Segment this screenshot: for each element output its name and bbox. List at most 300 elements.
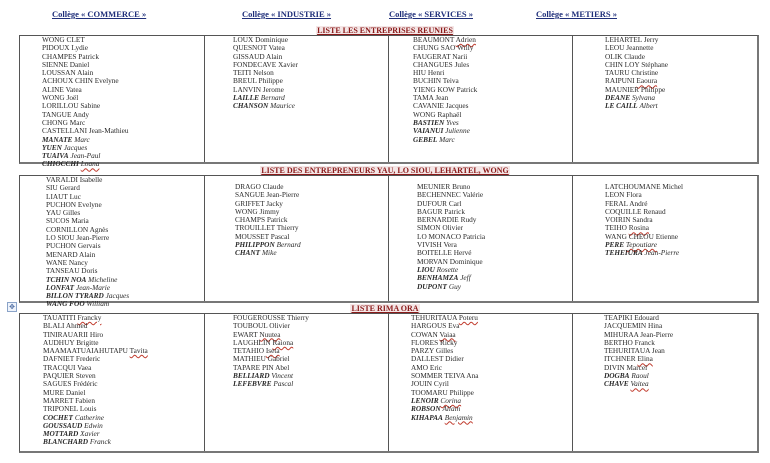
college-industrie-link[interactable]: Collège « INDUSTRIE » bbox=[242, 9, 332, 19]
first-name: Steven bbox=[75, 371, 96, 381]
first-name: Hina bbox=[648, 321, 663, 331]
college-header-row bbox=[0, 9, 770, 23]
first-name: Albert bbox=[639, 101, 658, 111]
first-name: Jeannette bbox=[626, 43, 654, 53]
first-name: Didier bbox=[445, 354, 464, 364]
first-name: Vaiaa bbox=[439, 329, 456, 339]
first-name: Loana bbox=[80, 159, 100, 169]
last-name: MURE bbox=[43, 387, 65, 397]
first-name: Adrien bbox=[455, 35, 476, 44]
name-list bbox=[42, 36, 129, 169]
last-name: SUCOS bbox=[46, 216, 70, 226]
first-name: Mike bbox=[261, 248, 277, 258]
first-name: Olivier bbox=[269, 321, 290, 331]
last-name: TEIHO bbox=[605, 223, 627, 233]
first-name: Thierry bbox=[276, 223, 299, 233]
last-name: LEFEBVRE bbox=[233, 379, 272, 389]
first-name: Poteru bbox=[458, 313, 478, 322]
name-list bbox=[605, 183, 683, 258]
last-name: FLORES bbox=[411, 337, 439, 347]
first-name: Jean bbox=[651, 346, 665, 356]
last-name: TCHIN NOA bbox=[46, 274, 87, 284]
first-name: Thierry bbox=[287, 313, 309, 322]
last-name: SOMMER TEIVA bbox=[411, 371, 465, 381]
first-name: Dominique bbox=[255, 35, 288, 44]
last-name: WANG CHEOU bbox=[605, 231, 654, 241]
name-list bbox=[604, 314, 673, 389]
first-name: Patrick bbox=[266, 215, 288, 225]
last-name: LO MONACO bbox=[417, 231, 461, 241]
first-name: Jeff bbox=[460, 273, 471, 283]
first-name: Abel bbox=[275, 362, 290, 372]
last-name: BUCHIN bbox=[413, 76, 441, 86]
first-name: Ricky bbox=[440, 337, 458, 347]
first-name: Claude bbox=[262, 182, 284, 191]
name-list bbox=[43, 314, 148, 447]
first-name: Jules bbox=[454, 59, 470, 69]
last-name: MIHURAA bbox=[604, 329, 639, 339]
last-name: DAFNIET bbox=[43, 354, 75, 364]
last-name: CORNILLON bbox=[46, 224, 89, 234]
last-name: SIMON bbox=[417, 223, 441, 233]
first-name: Jean-Pierre bbox=[640, 329, 674, 339]
last-name: MENARD bbox=[46, 249, 78, 259]
last-name: LOUSSAN bbox=[42, 68, 76, 78]
name-list bbox=[46, 176, 129, 309]
last-name: BERNARDIE bbox=[417, 215, 459, 225]
last-name: ITCHNER bbox=[604, 354, 636, 364]
first-name: Nelson bbox=[253, 68, 274, 78]
first-name: Nancy bbox=[68, 257, 88, 267]
last-name: LATCHOUMANE bbox=[605, 182, 661, 191]
first-name: Willy bbox=[457, 43, 474, 53]
last-name: ROBSON bbox=[411, 404, 441, 414]
first-name: Marc bbox=[69, 117, 86, 127]
last-name: GEBEL bbox=[413, 134, 438, 144]
first-name: Bernard bbox=[260, 93, 285, 103]
last-name: BENHAMZA bbox=[417, 273, 459, 283]
last-name: DALLEST bbox=[411, 354, 444, 364]
first-name: Gervais bbox=[77, 241, 101, 251]
first-name: Eric bbox=[429, 362, 443, 372]
column-commerce bbox=[20, 314, 205, 451]
last-name: PAQUIER bbox=[43, 371, 74, 381]
last-name: HIU bbox=[413, 68, 426, 78]
first-name: Allain bbox=[442, 404, 461, 414]
first-name: Hervé bbox=[453, 248, 472, 258]
first-name: Fabien bbox=[75, 395, 95, 405]
first-name: Ahmed bbox=[65, 321, 88, 331]
first-name: Andy bbox=[72, 109, 90, 119]
first-name: Philippe bbox=[640, 84, 666, 94]
last-name: MEUNIER bbox=[417, 182, 451, 191]
last-name: TAPARE PIN bbox=[233, 362, 274, 372]
first-name: Jean-Marie bbox=[75, 282, 110, 292]
last-name: LONFAT bbox=[46, 282, 75, 292]
last-name: CHAVE bbox=[604, 379, 629, 389]
last-name: COWAN bbox=[411, 329, 438, 339]
list-item bbox=[233, 102, 298, 110]
first-name: Bruno bbox=[452, 182, 471, 191]
first-name: Patricia bbox=[462, 231, 486, 241]
first-name: Jean-Paul bbox=[70, 151, 101, 161]
last-name: FOUGEROUSSE bbox=[233, 313, 286, 322]
last-name: BASTIEN bbox=[413, 117, 445, 127]
list-item bbox=[233, 380, 309, 388]
last-name: GOUSSAUD bbox=[43, 420, 83, 430]
last-name: BLALI bbox=[43, 321, 65, 331]
first-name: William bbox=[86, 299, 110, 309]
first-name: Vatea bbox=[65, 84, 82, 94]
name-list bbox=[235, 183, 301, 258]
first-name: Yves bbox=[446, 117, 459, 127]
last-name: KIHAPAA bbox=[411, 412, 443, 422]
first-name: Christine bbox=[631, 68, 659, 78]
last-name: SIU bbox=[46, 183, 58, 193]
first-name: Franck bbox=[634, 337, 655, 347]
first-name: Teiva bbox=[442, 76, 459, 86]
list-item bbox=[43, 438, 148, 446]
last-name: QUESNOT bbox=[233, 43, 267, 53]
first-name: Iseta bbox=[265, 346, 280, 356]
first-name: Alain bbox=[79, 249, 96, 259]
first-name: Flora bbox=[626, 190, 642, 200]
first-name: Rosette bbox=[436, 264, 459, 274]
first-name: Alain bbox=[77, 68, 94, 78]
last-name: COCHET bbox=[43, 412, 74, 422]
last-name: LOUX bbox=[233, 35, 254, 44]
last-name: BEAUMONT bbox=[413, 35, 455, 44]
last-name: VOIRIN bbox=[605, 215, 631, 225]
first-name: Carl bbox=[448, 198, 462, 208]
last-name: LIOU bbox=[417, 264, 435, 274]
last-name: TANGUE bbox=[42, 109, 72, 119]
column-metiers bbox=[573, 36, 757, 162]
last-name: GRIFFET bbox=[235, 198, 265, 208]
last-name: LENOIR bbox=[411, 395, 439, 405]
first-name: Xavier bbox=[80, 429, 100, 439]
first-name: Elina bbox=[637, 354, 653, 364]
last-name: CHANGUES bbox=[413, 59, 453, 69]
column-industrie bbox=[205, 314, 389, 451]
last-name: LEHARTEL bbox=[605, 35, 642, 44]
first-name: Jean-Pierre bbox=[266, 190, 300, 200]
first-name: Valérie bbox=[462, 190, 484, 200]
last-name: RAIPUNI bbox=[605, 76, 635, 86]
last-name: EWART bbox=[233, 329, 258, 339]
first-name: Doris bbox=[81, 266, 98, 276]
last-name: ALINE bbox=[42, 84, 64, 94]
last-name: ACHOUX CHIN bbox=[42, 76, 93, 86]
last-name: PIDOUX bbox=[42, 43, 70, 53]
first-name: Cyril bbox=[433, 379, 449, 389]
last-name: PUCHON bbox=[46, 199, 77, 209]
first-name: Tepoutiare bbox=[625, 240, 657, 250]
last-name: DIVIN bbox=[604, 362, 625, 372]
first-name: André bbox=[629, 198, 648, 208]
first-name: Franck bbox=[89, 437, 111, 447]
last-name: WONG bbox=[42, 93, 65, 103]
last-name: MOTTARD bbox=[43, 429, 79, 439]
first-name: Luc bbox=[69, 191, 81, 201]
first-name: Tavita bbox=[129, 346, 148, 356]
last-name: SAGUES bbox=[43, 379, 72, 389]
last-name: JACQUEMIN bbox=[604, 321, 647, 331]
first-name: Jean bbox=[435, 93, 449, 103]
first-name: Maurice bbox=[270, 101, 295, 111]
list-item bbox=[605, 102, 668, 110]
first-name: Ana bbox=[466, 371, 479, 381]
first-name: Frédéric bbox=[73, 379, 98, 389]
first-name: Isabelle bbox=[79, 175, 103, 184]
last-name: PARZY bbox=[411, 346, 434, 356]
first-name: Jacky bbox=[266, 198, 283, 208]
last-name: CHIN LOY bbox=[605, 59, 640, 69]
last-name: WANG FOO bbox=[46, 299, 85, 309]
name-list bbox=[413, 36, 477, 144]
first-name: Patrick bbox=[456, 84, 478, 94]
column-commerce bbox=[20, 175, 205, 309]
first-name: Claude bbox=[624, 51, 645, 61]
name-list bbox=[605, 36, 668, 111]
last-name: LORILLOU bbox=[42, 101, 79, 111]
last-name: CHANT bbox=[235, 248, 261, 258]
first-name: Pascal bbox=[270, 231, 290, 241]
last-name: TANSEAU bbox=[46, 266, 80, 276]
first-name: Marcel bbox=[626, 362, 648, 372]
last-name: MARRET bbox=[43, 395, 74, 405]
last-name: WANE bbox=[46, 257, 68, 267]
first-name: Maria bbox=[71, 216, 89, 226]
last-name: TAURU bbox=[605, 68, 630, 78]
last-name: PUCHON bbox=[46, 241, 77, 251]
last-name: BAGUR bbox=[417, 206, 443, 216]
section-title-entreprises-reunies bbox=[0, 26, 770, 35]
first-name: Sandra bbox=[632, 215, 653, 225]
table-move-handle-icon[interactable]: ✥ bbox=[7, 302, 17, 312]
first-name: Eaoura bbox=[636, 76, 658, 86]
first-name: Vaitea bbox=[630, 379, 649, 389]
last-name: MAUNIER bbox=[605, 84, 640, 94]
last-name: WONG bbox=[235, 206, 258, 216]
first-name: Vera bbox=[443, 240, 457, 250]
last-name: GISSAUD bbox=[233, 51, 265, 61]
section-title-text: LISTE RIMA ORA bbox=[351, 304, 419, 313]
last-name: BLANCHARD bbox=[43, 437, 89, 447]
list-item bbox=[411, 414, 478, 422]
last-name: SANGUE bbox=[235, 190, 265, 200]
last-name: BREUL bbox=[233, 76, 257, 86]
last-name: WONG bbox=[42, 35, 65, 44]
first-name: Edouard bbox=[634, 313, 659, 322]
first-name: Benjamin bbox=[444, 412, 473, 422]
college-commerce-link[interactable]: Collège « COMMERCE » bbox=[52, 9, 147, 19]
last-name: HARGOUS bbox=[411, 321, 447, 331]
last-name: TETAHIO bbox=[233, 346, 265, 356]
first-name: Edwin bbox=[84, 420, 103, 430]
first-name: Evelyne bbox=[94, 76, 119, 86]
first-name: Marc bbox=[74, 134, 90, 144]
column-services bbox=[389, 176, 573, 301]
last-name: DEANE bbox=[605, 93, 631, 103]
last-name: JOUIN bbox=[411, 379, 433, 389]
column-commerce bbox=[20, 35, 205, 169]
last-name: AMO bbox=[411, 362, 429, 372]
first-name: Vatea bbox=[268, 43, 285, 53]
last-name: FERAL bbox=[605, 198, 628, 208]
first-name: Raiona bbox=[272, 337, 294, 347]
list-item bbox=[413, 136, 477, 144]
first-name: Rudy bbox=[460, 215, 477, 225]
first-name: Stéphane bbox=[641, 59, 668, 69]
last-name: LEON bbox=[605, 190, 625, 200]
first-name: Bernard bbox=[276, 240, 301, 250]
first-name: Vaea bbox=[77, 362, 92, 372]
last-name: CASTELLANI bbox=[42, 126, 87, 136]
last-name: LO SIOU bbox=[46, 233, 75, 243]
last-name: DRAGO bbox=[235, 182, 261, 191]
first-name: Vincent bbox=[271, 371, 294, 381]
name-list bbox=[411, 314, 478, 422]
first-name: Jacques bbox=[445, 101, 469, 111]
last-name: MOUSSET bbox=[235, 231, 269, 241]
last-name: FAUGERAT bbox=[413, 51, 451, 61]
last-name: SIENNE bbox=[42, 59, 68, 69]
column-services bbox=[389, 36, 573, 162]
last-name: TOUBOUL bbox=[233, 321, 268, 331]
last-name: TAUATITI bbox=[43, 313, 76, 322]
section-grid-entreprises-reunies bbox=[19, 35, 759, 169]
first-name: Eva bbox=[448, 321, 460, 331]
college-services-link[interactable]: Collège « SERVICES » bbox=[389, 9, 473, 19]
first-name: Patrick bbox=[444, 206, 466, 216]
first-name: CLET bbox=[66, 35, 85, 44]
first-name: Brigitte bbox=[76, 337, 99, 347]
first-name: Marc bbox=[439, 134, 455, 144]
first-name: Philippe bbox=[449, 387, 474, 397]
last-name: CHANSON bbox=[233, 101, 269, 111]
last-name: MATHIEU bbox=[233, 354, 266, 364]
first-name: Philippe bbox=[258, 76, 283, 86]
last-name: BERTHO bbox=[604, 337, 633, 347]
last-name: YUEN bbox=[42, 142, 62, 152]
first-name: Gilles bbox=[62, 208, 81, 218]
column-industrie bbox=[205, 176, 389, 301]
last-name: LIAUT bbox=[46, 191, 68, 201]
last-name: TEAPIKI bbox=[604, 313, 633, 322]
first-name: Daniel bbox=[69, 59, 90, 69]
last-name: YIENG KOW bbox=[413, 84, 455, 94]
last-name: DOGBA bbox=[604, 371, 630, 381]
first-name: Dominique bbox=[449, 256, 483, 266]
first-name: Patrick bbox=[78, 51, 99, 61]
last-name: CHONG bbox=[42, 117, 68, 127]
last-name: BECHENNEC bbox=[417, 190, 461, 200]
last-name: WONG bbox=[413, 109, 436, 119]
first-name: Sabine bbox=[80, 101, 101, 111]
first-name: Sylvana bbox=[631, 93, 656, 103]
last-name: BELLIARD bbox=[233, 371, 270, 381]
first-name: Renaud bbox=[643, 206, 666, 216]
last-name: TRIPONEL bbox=[43, 404, 78, 414]
first-name: Olivier bbox=[442, 223, 464, 233]
first-name: Jean-Pierre bbox=[644, 248, 680, 258]
last-name: VARALDI bbox=[46, 175, 78, 184]
section-title-text: LISTE DES ENTREPRENEURS YAU, LO SIOU, LEHARTEL, WONG bbox=[261, 166, 509, 175]
list-item bbox=[235, 249, 301, 257]
first-name: Raphaël bbox=[437, 109, 462, 119]
first-name: Francky bbox=[77, 313, 102, 322]
last-name: BILLON TYRARD bbox=[46, 291, 104, 301]
first-name: Alain bbox=[266, 51, 283, 61]
list-item bbox=[417, 283, 485, 291]
section-grid-rima-ora bbox=[19, 313, 759, 453]
list-item bbox=[605, 249, 683, 257]
last-name: TRACQUI bbox=[43, 362, 76, 372]
last-name: VIVISH bbox=[417, 240, 442, 250]
last-name: MORVAN bbox=[417, 256, 448, 266]
last-name: TINIRAUARII bbox=[43, 329, 88, 339]
first-name: Jerome bbox=[262, 84, 284, 94]
first-name: Gabriel bbox=[267, 354, 290, 364]
first-name: Jacques bbox=[63, 142, 88, 152]
first-name: Lydie bbox=[71, 43, 89, 53]
list-item bbox=[604, 380, 673, 388]
last-name: MAAMAATUAIAHUTAPU bbox=[43, 346, 128, 356]
first-name: Agnès bbox=[89, 224, 109, 234]
last-name: LANVIN bbox=[233, 84, 261, 94]
last-name: TEHURITAUA bbox=[604, 346, 651, 356]
section-title-rima-ora bbox=[0, 304, 770, 313]
first-name: Michel bbox=[662, 182, 684, 191]
last-name: TEHEIURA bbox=[605, 248, 643, 258]
last-name: TEHURITAUA bbox=[411, 313, 458, 322]
column-metiers bbox=[573, 314, 757, 451]
name-list bbox=[233, 36, 298, 111]
first-name: Gilles bbox=[435, 346, 454, 356]
last-name: TAMA bbox=[413, 93, 434, 103]
last-name: TROUILLET bbox=[235, 223, 275, 233]
last-name: TOOMARU bbox=[411, 387, 448, 397]
last-name: AUDHUY bbox=[43, 337, 75, 347]
first-name: Narii bbox=[452, 51, 468, 61]
first-name: Pascal bbox=[273, 379, 294, 389]
first-name: Gerard bbox=[59, 183, 80, 193]
last-name: CHAMPS bbox=[235, 215, 266, 225]
last-name: TEITI bbox=[233, 68, 252, 78]
last-name: TUAIVA bbox=[42, 151, 69, 161]
college-metiers-link[interactable]: Collège « METIERS » bbox=[536, 9, 617, 19]
last-name: FONDECAVE bbox=[233, 59, 277, 69]
first-name: Jean-Pierre bbox=[76, 233, 110, 243]
first-name: Jimmy bbox=[259, 206, 280, 216]
first-name: Julienne bbox=[445, 126, 470, 136]
first-name: Henri bbox=[427, 68, 445, 78]
last-name: MANATE bbox=[42, 134, 73, 144]
section-title-entrepreneurs bbox=[0, 166, 770, 175]
last-name: BOITELLE bbox=[417, 248, 452, 258]
first-name: Xavier bbox=[278, 59, 298, 69]
last-name: COQUILLE bbox=[605, 206, 642, 216]
first-name: Etienne bbox=[655, 231, 678, 241]
first-name: Rosina bbox=[628, 223, 649, 233]
last-name: CHUNG SAO bbox=[413, 43, 456, 53]
last-name: DUFOUR bbox=[417, 198, 448, 208]
first-name: Jacques bbox=[105, 291, 130, 301]
column-industrie bbox=[205, 36, 389, 162]
first-name: Guy bbox=[448, 281, 461, 291]
name-list bbox=[417, 183, 485, 291]
